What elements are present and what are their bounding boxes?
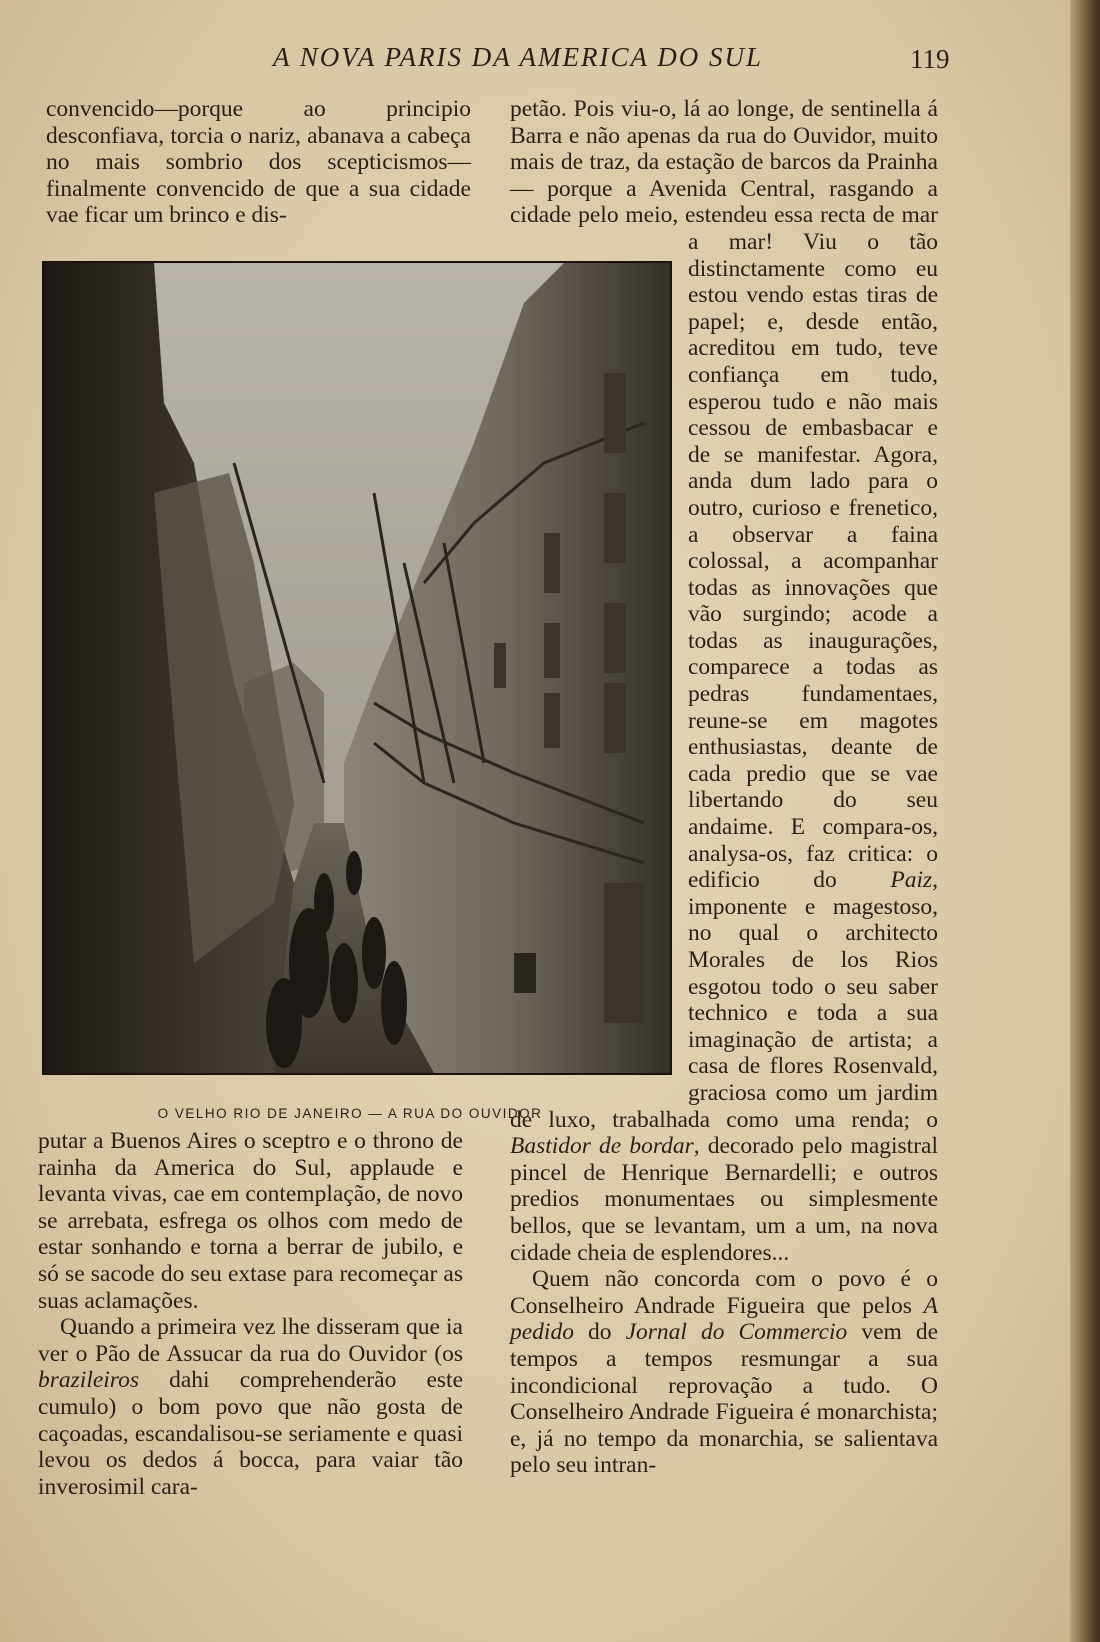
left-column-bottom [38, 1128, 463, 1500]
book-spine-shadow [1070, 0, 1100, 1642]
right-p2-text-b: do [573, 1319, 626, 1346]
paiz-title: Paiz [890, 867, 933, 894]
right-paragraph-2 [510, 1266, 938, 1479]
running-title: A NOVA PARIS DA AMERICA DO SUL [273, 42, 763, 72]
left-paragraph-2 [38, 1314, 463, 1500]
right-end-text: , decorado pelo magistral pincel de Henrique Bernardelli; e outros predios monumentaes ou simplesmente bellos, que se levantam, um a um, na nova cidade cheia de esplendores... [510, 1133, 938, 1266]
a-pedido-title: A pedido [510, 1292, 938, 1346]
page-number: 119 [910, 44, 950, 74]
right-p2-text-c: vem de tempos a tempos resmungar a sua incondicional reprovação a tudo. O Conselheiro Andrade Figueira é monarchista; e, já no tempo da monarchia, se salientava pelo seu intran- [510, 1319, 939, 1479]
left-column-top [46, 96, 471, 229]
figure-caption: O VELHO RIO DE JANEIRO — A RUA DO OUVIDOR [157, 1106, 543, 1121]
brazileiros-word: brazileiros [38, 1367, 139, 1394]
right-top-text: petão. Pois viu-o, lá ao longe, de sentinella á Barra e não apenas da rua do Ouvidor, muito mais de traz, da estação de barcos da Prainha — porque a Avenida Central, rasgando a cidade pelo meio, estendeu essa recta de mar a mar! Viu o tão distinctamente como eu estou vendo estas tiras de papel; e, desde então, acreditou em tudo, teve confiança em tudo, esperou tudo e não mais cessou de embasbacar e de se manifestar. Agora, anda dum lado para o outro, curioso e frenetico, a observar a faina colossal, a acompanhar todas as innovações que vão surgindo; acode a todas as inaugurações, comparece a todas as pedras fundamentaes, reune-se em magotes enthusiastas, deante de cada predio que se vae libertando do seu andaime. E compara-os, analysa-os, faz critica: o edificio do [510, 96, 938, 894]
left-p2-text-b: dahi comprehenderão este cumulo) o bom povo que não gosta de caçoadas, escandalisou-se seriamente e quasi levou os dedos á bocca, para vaiar tão inverosimil cara- [38, 1367, 463, 1500]
right-p2-text-a: Quem não concorda com o povo é o Conselheiro Andrade Figueira que pelos [510, 1266, 938, 1319]
bastidor-title: Bastidor de bordar [510, 1133, 694, 1160]
street-photograph [42, 261, 672, 1075]
jornal-title: Jornal do Commercio [625, 1319, 848, 1346]
left-bottom-paragraph: putar a Buenos Aires o sceptro e o throno de rainha da America do Sul, applaude e levanta vivas, cae em contemplação, de novo se arrebata, esfrega os olhos com medo de estar sonhando e torna a berrar de jubilo, e só se sacode do seu extase para recomeçar as suas aclamações. [38, 1128, 463, 1314]
left-p2-text-a: Quando a primeira vez lhe disseram que ia ver o Pão de Assucar da rua do Ouvidor (os [38, 1314, 463, 1367]
right-mid-text: , imponente e magestoso, no qual o architecto Morales de los Rios esgotou todo o seu saber technico e toda a sua imaginação de artista; a casa de flores Rosenvald, graciosa como um jardim de luxo, trabalhada como uma renda; o [510, 867, 938, 1133]
photo-figure [42, 261, 672, 1075]
street-scene-illustration [44, 263, 670, 1073]
left-top-paragraph: convencido—porque ao principio desconfiava, torcia o nariz, abanava a cabeça no mais sombrio dos scepticismos—finalmente convencido de que a sua cidade vae ficar um brinco e dis- [46, 96, 471, 229]
